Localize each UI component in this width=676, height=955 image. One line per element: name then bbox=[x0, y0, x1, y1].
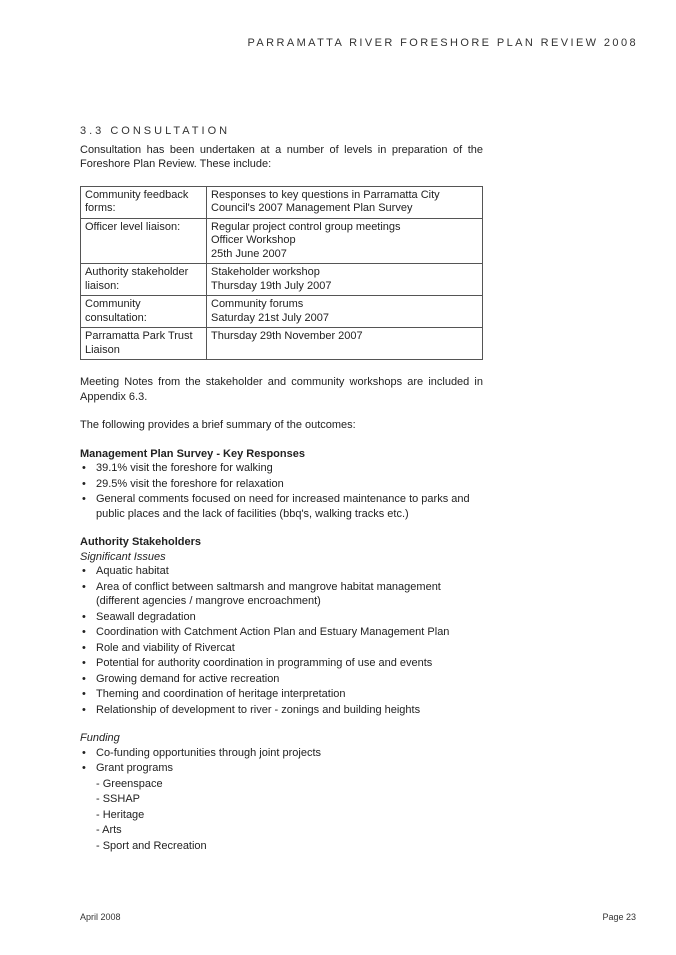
consultation-type-cell bbox=[81, 328, 207, 360]
cell-line: 25th June 2007 bbox=[211, 247, 287, 260]
cell-line: liaison: bbox=[85, 279, 120, 292]
list-item: • Grant programs bbox=[80, 761, 483, 776]
list-item: - Heritage bbox=[96, 808, 145, 821]
consultation-type-cell bbox=[81, 264, 207, 296]
consultation-type-cell bbox=[81, 296, 207, 328]
cell-line: Stakeholder workshop bbox=[211, 266, 320, 278]
issues-list bbox=[80, 564, 483, 717]
consultation-detail-cell bbox=[207, 328, 483, 360]
cell-line: Officer Workshop bbox=[211, 234, 296, 246]
survey-list bbox=[80, 461, 483, 521]
summary-intro-paragraph: The following provides a brief summary of the outcomes: bbox=[80, 419, 356, 431]
list-item: - Sport and Recreation bbox=[96, 839, 207, 852]
table-row bbox=[81, 296, 483, 328]
cell-line: Community bbox=[85, 298, 141, 310]
running-header: PARRAMATTA RIVER FORESHORE PLAN REVIEW 2008 bbox=[247, 37, 638, 49]
funding-label: Funding bbox=[80, 732, 120, 744]
survey-heading: Management Plan Survey - Key Responses bbox=[80, 447, 305, 460]
list-item: • Seawall degradation bbox=[80, 610, 483, 625]
consultation-table bbox=[80, 186, 483, 361]
footer-page-number: Page 23 bbox=[602, 912, 636, 922]
list-item: - Greenspace bbox=[96, 777, 163, 790]
list-item: - Arts bbox=[96, 824, 122, 836]
meeting-notes-paragraph: Meeting Notes from the stakeholder and community workshops are included in Appendix 6.3. bbox=[80, 376, 483, 403]
cell-line: Liaison bbox=[85, 343, 120, 356]
cell-line: Officer level liaison: bbox=[85, 220, 181, 233]
issues-label: Significant Issues bbox=[80, 550, 166, 563]
grant-programs-list bbox=[80, 777, 483, 854]
consultation-detail-cell bbox=[207, 264, 483, 296]
list-item: • 39.1% visit the foreshore for walking bbox=[80, 461, 483, 476]
cell-line: Community forums bbox=[211, 298, 304, 310]
list-item: • General comments focused on need for increased maintenance to parks and public places and the lack of facilities (bbq's, walking tracks etc.) bbox=[80, 492, 483, 521]
funding-list bbox=[80, 746, 483, 776]
cell-line: Parramatta Park Trust bbox=[85, 330, 193, 342]
cell-line: consultation: bbox=[85, 311, 147, 324]
list-item: • Area of conflict between saltmarsh and mangrove habitat management (different agencies / mangrove encroachment) bbox=[80, 580, 483, 609]
consultation-type-cell bbox=[81, 186, 207, 218]
list-item: • Co-funding opportunities through joint projects bbox=[80, 746, 483, 761]
authority-heading: Authority Stakeholders bbox=[80, 536, 202, 548]
page-content bbox=[80, 124, 483, 854]
cell-line: Council's 2007 Management Plan Survey bbox=[211, 202, 413, 214]
consultation-type-cell bbox=[81, 218, 207, 264]
footer-date: April 2008 bbox=[80, 912, 121, 922]
cell-line: Thursday 29th November 2007 bbox=[211, 330, 363, 342]
section-heading: 3.3 CONSULTATION bbox=[80, 125, 231, 137]
consultation-detail-cell bbox=[207, 296, 483, 328]
intro-paragraph: Consultation has been undertaken at a number of levels in preparation of the Foreshore Plan Review. These include: bbox=[80, 143, 483, 170]
cell-line: Responses to key questions in Parramatta City bbox=[211, 188, 440, 201]
list-item: - SSHAP bbox=[96, 793, 141, 805]
cell-line: Thursday 19th July 2007 bbox=[211, 279, 332, 292]
table-row bbox=[81, 328, 483, 360]
cell-line: Authority stakeholder bbox=[85, 266, 189, 278]
list-item: • Growing demand for active recreation bbox=[80, 672, 483, 687]
list-item: • Aquatic habitat bbox=[80, 564, 483, 579]
list-item: • Coordination with Catchment Action Plan and Estuary Management Plan bbox=[80, 625, 483, 640]
list-item: • Theming and coordination of heritage interpretation bbox=[80, 687, 483, 702]
cell-line: Regular project control group meetings bbox=[211, 220, 401, 233]
cell-line: forms: bbox=[85, 202, 116, 214]
list-item: • Role and viability of Rivercat bbox=[80, 641, 483, 656]
cell-line: Saturday 21st July 2007 bbox=[211, 311, 330, 324]
table-row bbox=[81, 186, 483, 218]
table-row bbox=[81, 218, 483, 264]
table-row bbox=[81, 264, 483, 296]
consultation-detail-cell bbox=[207, 186, 483, 218]
list-item: • Relationship of development to river - zonings and building heights bbox=[80, 703, 483, 718]
cell-line: Community feedback bbox=[85, 188, 189, 201]
list-item: • 29.5% visit the foreshore for relaxation bbox=[80, 477, 483, 492]
list-item: • Potential for authority coordination in programming of use and events bbox=[80, 656, 483, 671]
consultation-detail-cell bbox=[207, 218, 483, 264]
